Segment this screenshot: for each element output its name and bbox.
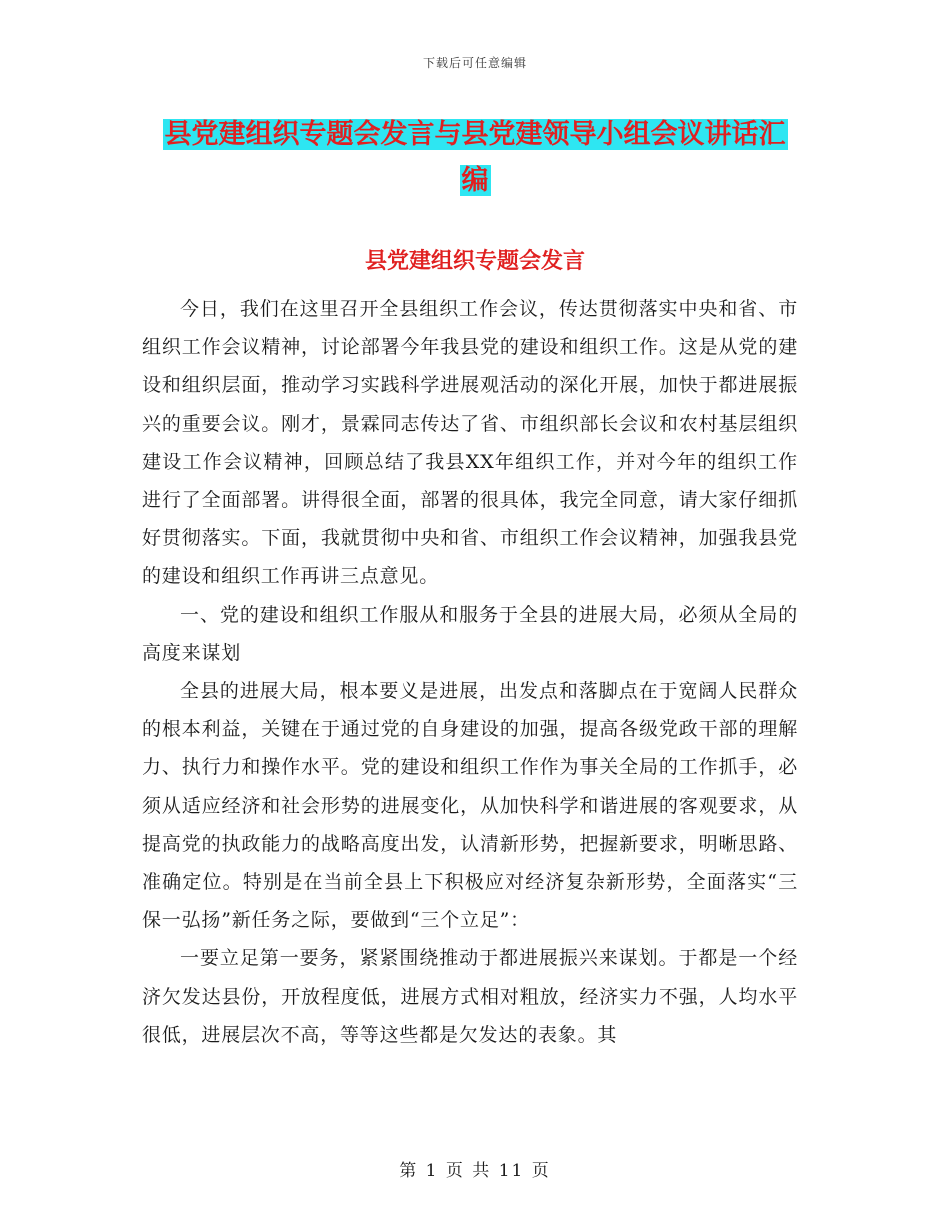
document-title (140, 112, 810, 204)
paragraph: 今日，我们在这里召开全县组织工作会议，传达贯彻落实中央和省、市组织工作会议精神，讨论部署今年我县党的建设和组织工作。这是从党的建设和组织层面，推动学习实践科学进展观活动的深化开展，加快于都进展振兴的重要会议。刚才，景霖同志传达了省、市组织部长会议和农村基层组织建设工作会议精神，回顾总结了我县XX年组织工作，并对今年的组织工作进行了全面部署。讲得很全面，部署的很具体，我完全同意，请大家仔细抓好贯彻落实。下面，我就贯彻中央和省、市组织工作会议精神，加强我县党的建设和组织工作再讲三点意见。 (142, 298, 798, 588)
document-title-line-2: 编 (461, 165, 489, 196)
header-note: 下载后可任意编辑 (422, 56, 527, 70)
body-text (142, 290, 798, 1054)
section-title: 县党建组织专题会发言 (364, 249, 585, 274)
paragraph-heading: 一、党的建设和组织工作服从和服务于全县的进展大局，必须从全局的高度来谋划 (142, 603, 798, 664)
document-title-line-1: 县党建组织专题会发言与县党建领导小组会议讲话汇 (164, 119, 786, 150)
paragraph: 全县的进展大局，根本要义是进展，出发点和落脚点在于宽阔人民群众的根本利益，关键在于通过党的自身建设的加强，提高各级党政干部的理解力、执行力和操作水平。党的建设和组织工作作为事关全局的工作抓手，必须从适应经济和社会形势的进展变化，从加快科学和谐进展的客观要求，从提高党的执政能力的战略高度出发，认清新形势，把握新要求，明晰思路、准确定位。特别是在当前全县上下积极应对经济复杂新形势，全面落实“三保一弘扬”新任务之际，要做到“三个立足”： (142, 680, 798, 932)
paragraph: 一要立足第一要务，紧紧围绕推动于都进展振兴来谋划。于都是一个经济欠发达县份，开放程度低，进展方式相对粗放，经济实力不强，人均水平很低，进展层次不高，等等这些都是欠发达的表象。其 (142, 947, 798, 1046)
page-number: 第 1 页 共 11 页 (399, 1161, 551, 1181)
